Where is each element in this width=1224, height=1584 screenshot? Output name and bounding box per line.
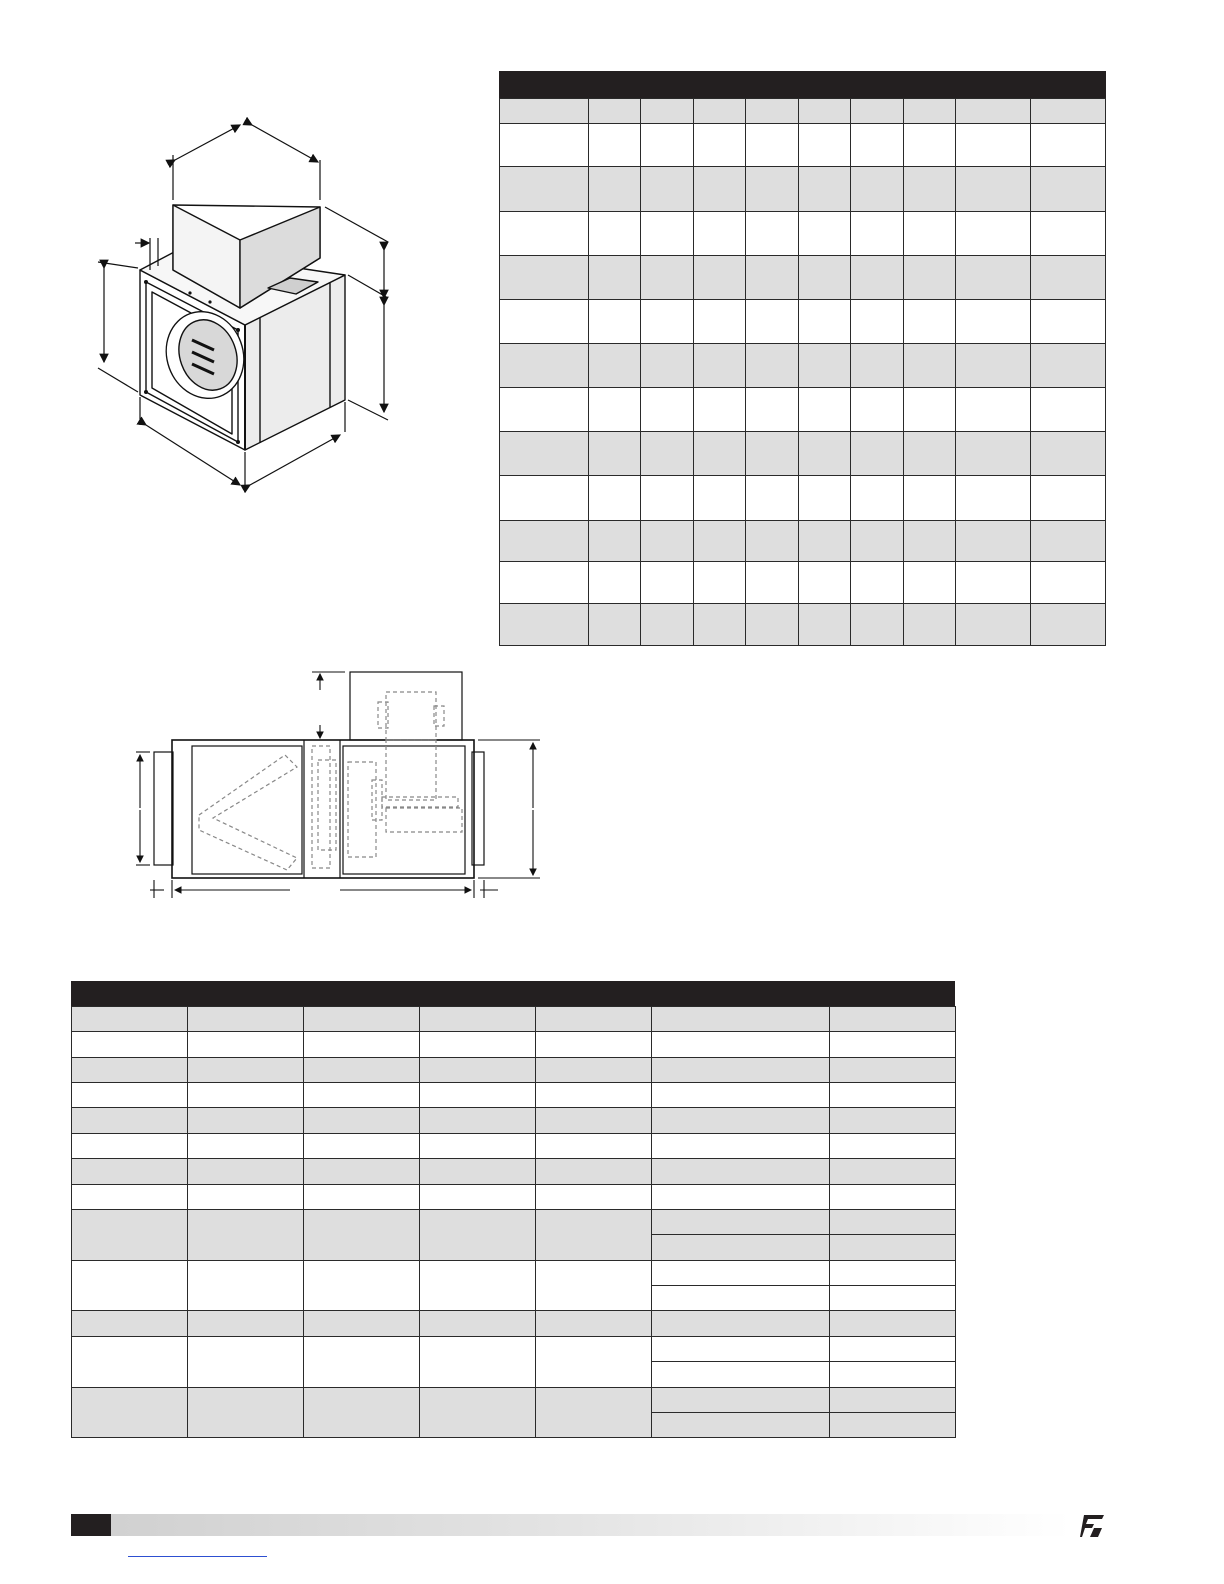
- table-cell: [799, 124, 851, 167]
- table-cell: [851, 432, 904, 476]
- table-row: [72, 1159, 956, 1185]
- table-row: [500, 212, 1106, 256]
- table-cell: [746, 432, 799, 476]
- table-cell: [589, 344, 641, 388]
- table-cell: [746, 300, 799, 344]
- bottom-spec-table: [71, 1006, 956, 1438]
- table-cell: [500, 521, 589, 562]
- table-cell: [641, 256, 694, 300]
- table-cell: [904, 124, 956, 167]
- table-cell: [799, 300, 851, 344]
- table-cell: [641, 476, 694, 521]
- table-cell: [851, 256, 904, 300]
- table-cell: [641, 604, 694, 646]
- table-cell: [694, 562, 746, 604]
- table-cell: [694, 521, 746, 562]
- table-cell: [589, 124, 641, 167]
- table-cell: [500, 99, 589, 124]
- table-cell: [589, 476, 641, 521]
- table-row: [72, 1134, 956, 1159]
- table-cell: [904, 562, 956, 604]
- table-cell: [1031, 562, 1106, 604]
- table-cell: [956, 604, 1031, 646]
- table-cell: [694, 167, 746, 212]
- table-cell: [641, 99, 694, 124]
- table-cell: [1031, 388, 1106, 432]
- table-cell: [851, 562, 904, 604]
- table-row: [500, 476, 1106, 521]
- table-cell: [799, 432, 851, 476]
- table-cell: [956, 167, 1031, 212]
- table-cell: [500, 212, 589, 256]
- table-cell: [694, 604, 746, 646]
- table-cell: [1031, 604, 1106, 646]
- table-cell: [500, 256, 589, 300]
- table-cell: [799, 167, 851, 212]
- table-cell: [1031, 476, 1106, 521]
- table-cell: [799, 521, 851, 562]
- table-cell: [904, 432, 956, 476]
- isometric-unit-drawing: [90, 110, 410, 500]
- table-row: [500, 344, 1106, 388]
- table-cell: [851, 476, 904, 521]
- table-cell: [799, 212, 851, 256]
- table-cell: [589, 212, 641, 256]
- table-cell: [500, 344, 589, 388]
- table-cell: [694, 99, 746, 124]
- table-row: [500, 256, 1106, 300]
- table-cell: [1031, 124, 1106, 167]
- table-cell: [589, 388, 641, 432]
- table-cell: [589, 604, 641, 646]
- table-row: [72, 1185, 956, 1210]
- table-cell: [904, 521, 956, 562]
- table-cell: [694, 432, 746, 476]
- table-cell: [799, 562, 851, 604]
- table-row: [72, 1032, 956, 1058]
- table-row: [72, 1007, 956, 1032]
- table-cell: [799, 344, 851, 388]
- table-cell: [904, 344, 956, 388]
- table-cell: [500, 604, 589, 646]
- table-cell: [500, 300, 589, 344]
- top-table-header-row: [500, 99, 1106, 124]
- table-cell: [746, 99, 799, 124]
- table-cell: [746, 212, 799, 256]
- table-row: [72, 1210, 956, 1235]
- table-cell: [956, 344, 1031, 388]
- table-cell: [746, 562, 799, 604]
- table-row: [72, 1261, 956, 1286]
- table-cell: [500, 432, 589, 476]
- table-cell: [641, 521, 694, 562]
- table-cell: [746, 388, 799, 432]
- table-cell: [851, 124, 904, 167]
- table-cell: [851, 167, 904, 212]
- table-row: [72, 1083, 956, 1108]
- table-cell: [851, 99, 904, 124]
- table-cell: [799, 388, 851, 432]
- table-cell: [956, 124, 1031, 167]
- table-cell: [641, 167, 694, 212]
- footer-link[interactable]: [128, 1556, 267, 1557]
- table-row: [72, 1311, 956, 1337]
- table-cell: [589, 562, 641, 604]
- table-cell: [851, 388, 904, 432]
- table-cell: [851, 300, 904, 344]
- table-cell: [694, 124, 746, 167]
- table-cell: [500, 124, 589, 167]
- table-cell: [904, 167, 956, 212]
- table-row: [500, 604, 1106, 646]
- table-row: [500, 432, 1106, 476]
- table-cell: [1031, 167, 1106, 212]
- table-cell: [1031, 256, 1106, 300]
- table-cell: [1031, 344, 1106, 388]
- table-cell: [904, 604, 956, 646]
- table-row: [72, 1058, 956, 1083]
- table-row: [500, 124, 1106, 167]
- table-cell: [641, 432, 694, 476]
- table-cell: [956, 521, 1031, 562]
- table-cell: [904, 212, 956, 256]
- table-cell: [851, 344, 904, 388]
- table-cell: [956, 212, 1031, 256]
- table-cell: [589, 432, 641, 476]
- table-cell: [904, 300, 956, 344]
- table-cell: [956, 300, 1031, 344]
- footer-bar: [71, 1514, 1071, 1536]
- table-cell: [694, 476, 746, 521]
- bottom-table-header-band: [71, 981, 955, 1006]
- table-cell: [1031, 99, 1106, 124]
- table-cell: [956, 432, 1031, 476]
- table-cell: [799, 476, 851, 521]
- table-cell: [904, 256, 956, 300]
- table-cell: [500, 476, 589, 521]
- table-cell: [589, 300, 641, 344]
- table-cell: [641, 388, 694, 432]
- table-cell: [641, 562, 694, 604]
- table-cell: [1031, 432, 1106, 476]
- table-cell: [956, 562, 1031, 604]
- table-cell: [746, 124, 799, 167]
- table-row: [500, 300, 1106, 344]
- top-table-header-band: [499, 71, 1106, 98]
- table-cell: [500, 388, 589, 432]
- table-cell: [500, 167, 589, 212]
- table-cell: [500, 562, 589, 604]
- table-cell: [589, 99, 641, 124]
- table-cell: [904, 388, 956, 432]
- table-cell: [904, 476, 956, 521]
- table-cell: [799, 99, 851, 124]
- table-cell: [641, 300, 694, 344]
- table-cell: [746, 476, 799, 521]
- table-cell: [589, 167, 641, 212]
- table-row: [500, 167, 1106, 212]
- table-cell: [694, 300, 746, 344]
- side-elevation-drawing: [130, 660, 550, 900]
- table-row: [500, 521, 1106, 562]
- table-cell: [956, 256, 1031, 300]
- table-cell: [746, 256, 799, 300]
- table-cell: [641, 212, 694, 256]
- table-cell: [694, 344, 746, 388]
- table-cell: [589, 521, 641, 562]
- table-cell: [1031, 300, 1106, 344]
- table-cell: [746, 167, 799, 212]
- table-row: [72, 1388, 956, 1413]
- table-cell: [694, 388, 746, 432]
- table-cell: [956, 476, 1031, 521]
- table-row: [72, 1108, 956, 1134]
- table-cell: [799, 604, 851, 646]
- brand-logo-icon: [1080, 1515, 1104, 1537]
- page-number-block: [71, 1514, 111, 1536]
- table-cell: [641, 124, 694, 167]
- table-cell: [851, 521, 904, 562]
- table-cell: [904, 99, 956, 124]
- table-cell: [694, 256, 746, 300]
- table-cell: [1031, 212, 1106, 256]
- table-cell: [746, 604, 799, 646]
- table-row: [500, 562, 1106, 604]
- table-cell: [694, 212, 746, 256]
- table-cell: [851, 604, 904, 646]
- table-cell: [956, 388, 1031, 432]
- table-row: [72, 1337, 956, 1362]
- table-cell: [746, 344, 799, 388]
- table-cell: [1031, 521, 1106, 562]
- table-cell: [589, 256, 641, 300]
- table-row: [500, 388, 1106, 432]
- table-cell: [746, 521, 799, 562]
- table-cell: [956, 99, 1031, 124]
- table-cell: [641, 344, 694, 388]
- table-cell: [799, 256, 851, 300]
- top-dimension-table: [499, 98, 1106, 646]
- table-cell: [851, 212, 904, 256]
